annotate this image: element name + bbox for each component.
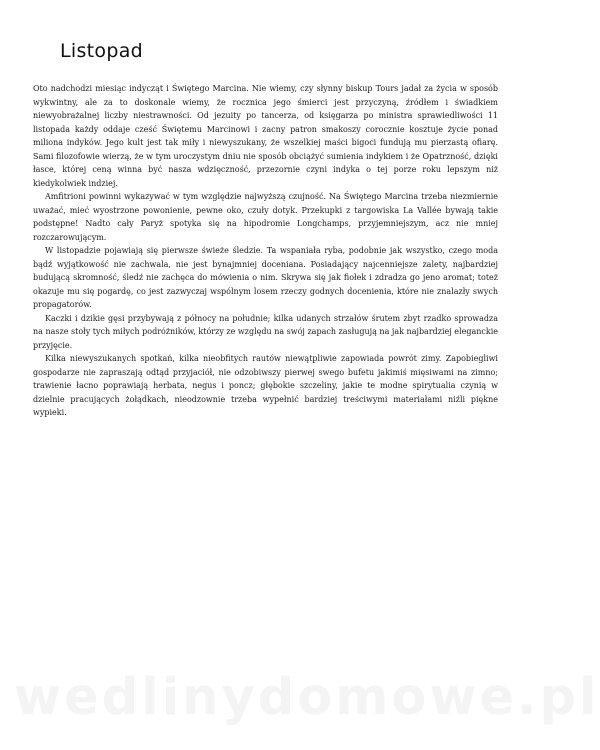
page-title: Listopad	[60, 40, 144, 62]
watermark: wedlinydomowe.pl	[14, 668, 600, 727]
paragraph-5: Kilka niewyszukanych spotkań, kilka nieobfitych rautów niewątpliwie zapowiada powrót zimy. Zapobiegliwi gospodarze nie zapraszają odtąd przyjaciół, nie odzobiwszy pierwej swego bufetu jakimiś mięsiwami na zimno; trawienie łacno poprawiają herbata, negus i poncz; głębokie szczeliny, jakie te modne spirytualia czynią w dzielnie pracujących żołądkach, nieodzownie trzeba wypełnić bardziej treściwymi materiałami niźli piękne wypieki.	[33, 354, 498, 417]
document-body	[33, 82, 498, 420]
paragraph-4: Kaczki i dzikie gęsi przybywają z północy na południe; kilka udanych strzałów śrutem zbyt rzadko sprowadza na nasze stoły tych miłych podróżników, którzy ze względu na swój zapach zasługują na jak najbardziej eleganckie przyjęcie.	[33, 313, 498, 350]
paragraph-3: W listopadzie pojawiają się pierwsze świeże śledzie. Ta wspaniała ryba, podobnie jak wszystko, czego moda bądź wyjątkowość nie zachwala, nie jest bynajmniej doceniana. Posiadający najcenniejsze zalety, najbardziej budującą skromność, śledź nie zachęca do mówienia o nim. Skrywa się jak fiołek i zdradza go jeno aromat; toteż okazuje mu się pogardę, co jest zazwyczaj wspólnym losem rzeczy godnych docenienia, które nie znalazły swych propagatorów.	[33, 246, 498, 309]
paragraph-1: Oto nadchodzi miesiąc indycząt i Świętego Marcina. Nie wiemy, czy słynny biskup Tours jadał za życia w sposób wykwintny, ale za to doskonale wiemy, że rocznica jego śmierci jest przyczyną, źródłem i świadkiem niewyobrażalnej liczby niestrawności. Od jezuity po tancerza, od księgarza po ministra sprawiedliwości 11 listopada każdy oddaje cześć Świętemu Marcinowi i zacny patron smakoszy corocznie kosztuje życie ponad miliona indyków. Jego kult jest tak miły i niewyszukany, że wszelkiej maści bigoci fundują mu pierzastą ofiarę. Sami filozofowie wierzą, że w tym uroczystym dniu nie sposób obciążyć sumienia indykiem i że Opatrzność, dzięki łasce, której ceną winna być nasza wdzięczność, przezornie czyni indyka o tej porze roku lepszym niż kiedykolwiek indziej.	[33, 84, 498, 188]
paragraph-2: Amfitrioni powinni wykazywać w tym względzie najwyższą czujność. Na Świętego Marcina trzeba niezmiernie uważać, mieć wyostrzone powonienie, pewne oko, czuły dotyk. Przekupki z targowiska La Vallée bywają takie podstępne! Nadto cały Paryż spotyka się na hipodromie Longchamps, przyjemniejszym, acz nie mniej rozczarowującym.	[33, 192, 498, 242]
